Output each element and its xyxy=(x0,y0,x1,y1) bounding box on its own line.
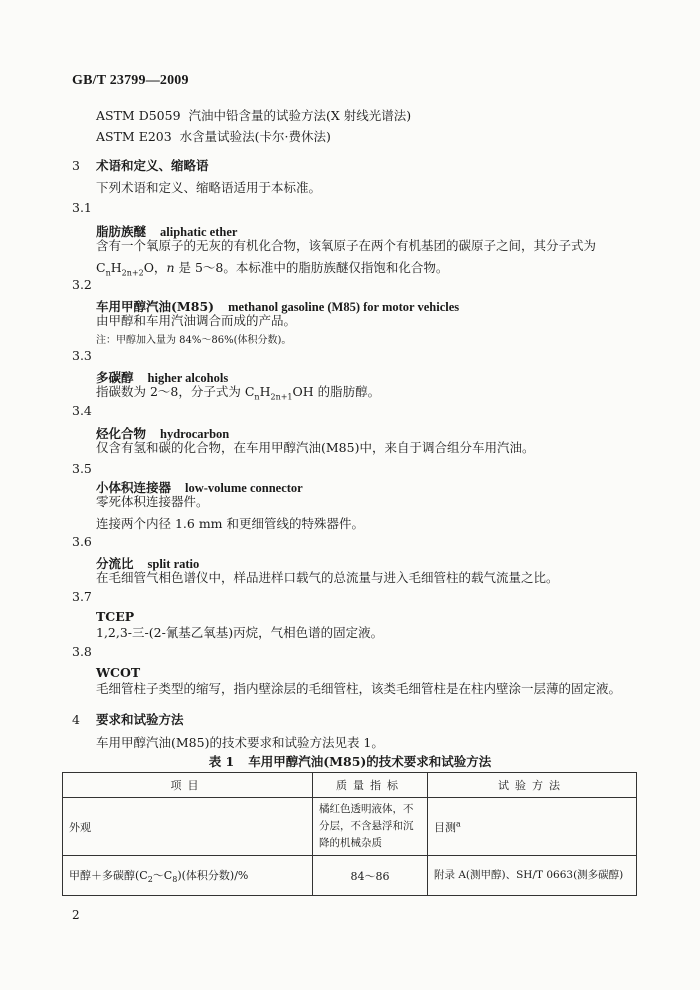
section-title: 要求和试验方法 xyxy=(96,712,184,727)
item-text: 甲醇＋多碳醇(C xyxy=(69,868,148,882)
formula-sub: n xyxy=(105,268,111,278)
table-row xyxy=(63,798,637,856)
term-en: split ratio xyxy=(147,557,200,571)
term-en: higher alcohols xyxy=(147,371,229,385)
term-cn: 小体积连接器 xyxy=(96,480,172,495)
table-title: 车用甲醇汽油(M85)的技术要求和试验方法 xyxy=(248,754,492,769)
term-cn: 分流比 xyxy=(96,556,134,571)
term-number: 3.8 xyxy=(72,644,92,659)
column-header: 项目 xyxy=(63,773,313,798)
term-definition: 毛细管柱子类型的缩写，指内壁涂层的毛细管柱，该类毛细管柱是在柱内壁涂一层薄的固定液。 xyxy=(96,681,622,696)
section-4-intro: 车用甲醇汽油(M85)的技术要求和试验方法见表 1。 xyxy=(96,735,384,750)
column-header: 质量指标 xyxy=(313,773,428,798)
table-number: 表 1 xyxy=(208,754,235,769)
table-cell-item xyxy=(63,856,313,896)
table-row xyxy=(63,856,637,896)
page-number: 2 xyxy=(72,908,80,922)
item-text: ～C xyxy=(152,868,173,882)
term-number: 3.3 xyxy=(72,348,92,363)
term-cn: 车用甲醇汽油(M85) xyxy=(96,299,215,314)
term-definition: 仅含有氢和碳的化合物，在车用甲醇汽油(M85)中，来自于调合组分车用汽油。 xyxy=(96,440,535,455)
term-number: 3.4 xyxy=(72,403,92,418)
requirements-table xyxy=(62,772,637,896)
definition-text: 是 5～8。本标准中的脂肪族醚仅指饱和化合物。 xyxy=(174,260,449,275)
term-cn: TCEP xyxy=(96,609,135,624)
table-caption xyxy=(0,752,700,770)
section-3-intro: 下列术语和定义、缩略语适用于本标准。 xyxy=(96,180,322,195)
formula-sub: 2n+2 xyxy=(121,268,144,278)
term-number: 3.5 xyxy=(72,461,92,476)
reference-astm-e203 xyxy=(96,127,331,145)
footnote-marker: a xyxy=(456,818,461,828)
reference-title: 水含量试验法(卡尔·费休法) xyxy=(179,129,331,144)
formula-h: H xyxy=(259,384,271,399)
term-note: 注：甲醇加入量为 84%～86%(体积分数)。 xyxy=(96,335,292,346)
reference-code: ASTM D5059 xyxy=(96,108,181,123)
term-definition: 在毛细管气相色谱仪中，样品进样口载气的总流量与进入毛细管柱的载气流量之比。 xyxy=(96,570,559,585)
term-number: 3.1 xyxy=(72,200,92,215)
table-cell-spec: 84～86 xyxy=(313,856,428,896)
section-title: 术语和定义、缩略语 xyxy=(96,158,209,173)
formula-h: H xyxy=(110,260,122,275)
method-text: 目测 xyxy=(434,820,456,834)
term-en: aliphatic ether xyxy=(160,225,238,239)
table-cell-method: 附录 A(测甲醇)、SH/T 0663(测多碳醇) xyxy=(428,856,637,896)
term-cn: 烃化合物 xyxy=(96,426,147,441)
definition-text: 含有一个氧原子的无灰的有机化合物，该氧原子在两个有机基团的碳原子之间，其分子式为 xyxy=(96,238,597,253)
term-number: 3.6 xyxy=(72,534,92,549)
table-cell-method xyxy=(428,798,637,856)
item-text: )(体积分数)/% xyxy=(177,868,249,882)
term-definition: 由甲醇和车用汽油调合而成的产品。 xyxy=(96,313,297,328)
formula-c: C xyxy=(96,260,106,275)
reference-title: 汽油中铅含量的试验方法(X 射线光谱法) xyxy=(188,108,412,123)
formula-n: n xyxy=(166,260,175,275)
term-number: 3.2 xyxy=(72,277,92,292)
term-cn: 多碳醇 xyxy=(96,370,134,385)
term-en: hydrocarbon xyxy=(160,427,230,441)
formula-sub: n xyxy=(254,392,260,402)
term-en: methanol gasoline (M85) for motor vehicles xyxy=(228,300,460,314)
section-4-heading xyxy=(72,710,184,728)
formula-sub: 8 xyxy=(172,875,178,885)
reference-astm-d5059 xyxy=(96,106,411,124)
reference-code: ASTM E203 xyxy=(96,129,172,144)
formula-sub: 2n+1 xyxy=(270,392,293,402)
definition-text: 指碳数为 2～8，分子式为 C xyxy=(96,384,255,399)
formula-o: O， xyxy=(143,260,167,275)
term-definition: 零死体积连接器件。 xyxy=(96,494,209,509)
term-cn: WCOT xyxy=(96,665,141,680)
definition-text: OH 的脂肪醇。 xyxy=(292,384,381,399)
table-header-row xyxy=(63,773,637,798)
section-3-heading xyxy=(72,156,209,174)
term-definition xyxy=(96,381,628,409)
term-cn: 脂肪族醚 xyxy=(96,224,147,239)
section-number: 3 xyxy=(72,158,80,173)
formula-sub: 2 xyxy=(147,875,153,885)
section-number: 4 xyxy=(72,712,80,727)
term-en: low-volume connector xyxy=(185,481,303,495)
term-definition xyxy=(96,235,628,285)
table-cell-item: 外观 xyxy=(63,798,313,856)
column-header: 试验方法 xyxy=(428,773,637,798)
standard-code: GB/T 23799—2009 xyxy=(72,73,189,88)
term-number: 3.7 xyxy=(72,589,92,604)
term-definition: 连接两个内径 1.6 mm 和更细管线的特殊器件。 xyxy=(96,516,365,531)
term-definition: 1,2,3-三-(2-氰基乙氧基)丙烷，气相色谱的固定液。 xyxy=(96,625,384,640)
table-cell-spec: 橘红色透明液体，不分层，不含悬浮和沉降的机械杂质 xyxy=(313,798,428,856)
